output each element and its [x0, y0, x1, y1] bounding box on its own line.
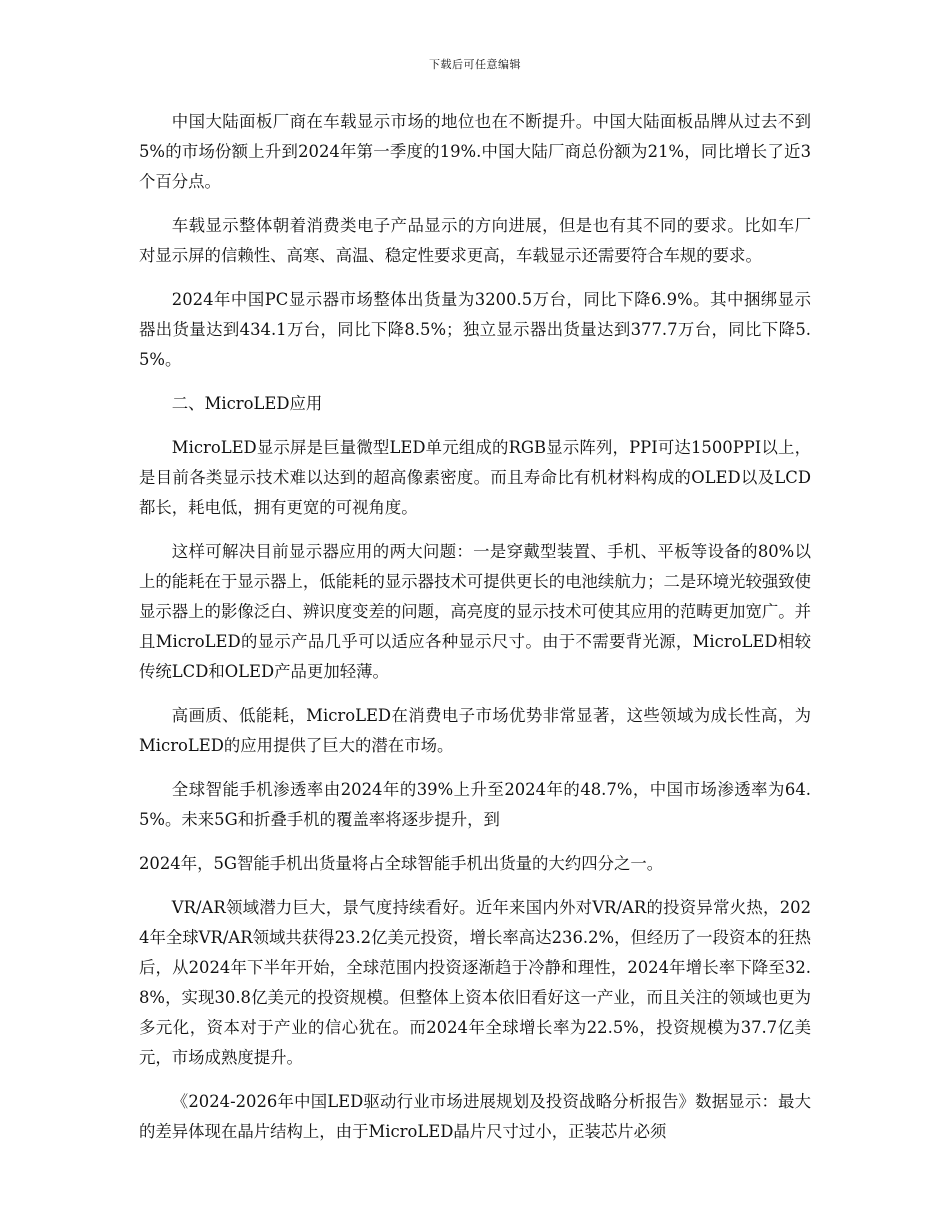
paragraph-microled-intro: MicroLED显示屏是巨量微型LED单元组成的RGB显示阵列，PPI可达1500PPI以上，是目前各类显示技术难以达到的超高像素密度。而且寿命比有机材料构成的OLED以及LCD都长，耗电低，拥有更宽的可视角度。	[139, 438, 811, 517]
paragraph-5g-shipments: 2024年，5G智能手机出货量将占全球智能手机出货量的大约四分之一。	[139, 854, 664, 873]
paragraph-report-citation: 《2024-2026年中国LED驱动行业市场进展规划及投资战略分析报告》数据显示：最大的差异体现在晶片结构上，由于MicroLED晶片尺寸过小，正装芯片必须	[139, 1092, 811, 1141]
page-header: 下载后可任意编辑	[429, 58, 521, 71]
paragraph-panel-makers: 中国大陆面板厂商在车载显示市场的地位也在不断提升。中国大陆面板品牌从过去不到5%的市场份额上升到2024年第一季度的19%.中国大陆厂商总份额为21%，同比增长了近3个百分点。	[139, 112, 811, 191]
paragraph-vr-ar-investment: VR/AR领域潜力巨大，景气度持续看好。近年来国内外对VR/AR的投资异常火热，2024年全球VR/AR领域共获得23.2亿美元投资，增长率高达236.2%，但经历了一段资本的狂热后，从2024年下半年开始，全球范围内投资逐渐趋于冷静和理性，2024年增长率下降至32.8%，实现30.8亿美元的投资规模。但整体上资本依旧看好这一产业，而且关注的领域也更为多元化，资本对于产业的信心犹在。而2024年全球增长率为22.5%，投资规模为37.7亿美元，市场成熟度提升。	[139, 898, 811, 1067]
paragraph-display-problems: 这样可解决目前显示器应用的两大问题：一是穿戴型装置、手机、平板等设备的80%以上的能耗在于显示器上，低能耗的显示器技术可提供更长的电池续航力；二是环境光较强致使显示器上的影像泛白、辨识度变差的问题，高亮度的显示技术可使其应用的范畴更加宽广。并且MicroLED的显示产品几乎可以适应各种显示尺寸。由于不需要背光源，MicroLED相较传统LCD和OLED产品更加轻薄。	[139, 542, 812, 681]
document-body	[139, 107, 811, 1147]
paragraph-automotive-display: 车载显示整体朝着消费类电子产品显示的方向进展，但是也有其不同的要求。比如车厂对显示屏的信赖性、高寒、高温、稳定性要求更高，车载显示还需要符合车规的要求。	[139, 216, 811, 265]
paragraph-pc-monitor-market: 2024年中国PC显示器市场整体出货量为3200.5万台，同比下降6.9%。其中捆绑显示器出货量达到434.1万台，同比下降8.5%；独立显示器出货量达到377.7万台，同比下降5.5%。	[139, 290, 811, 369]
paragraph-consumer-electronics: 高画质、低能耗，MicroLED在消费电子市场优势非常显著，这些领域为成长性高，为MicroLED的应用提供了巨大的潜在市场。	[139, 706, 811, 755]
paragraph-smartphone-penetration: 全球智能手机渗透率由2024年的39%上升至2024年的48.7%，中国市场渗透率为64.5%。未来5G和折叠手机的覆盖率将逐步提升，到	[139, 780, 811, 829]
section-heading-microled: 二、MicroLED应用	[171, 394, 323, 413]
